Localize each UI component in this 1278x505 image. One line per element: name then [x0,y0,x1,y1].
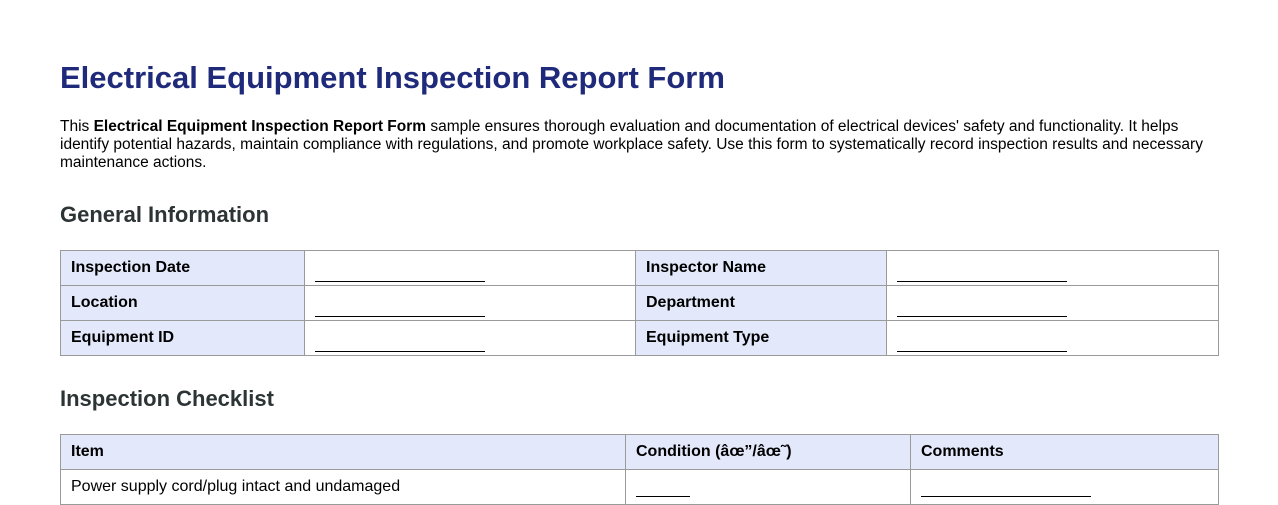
checklist-heading: Inspection Checklist [60,386,274,411]
inspection-date-field[interactable] [315,261,485,282]
inspection-date-label: Inspection Date [61,251,305,286]
location-label: Location [61,286,305,321]
general-info-table [60,250,1219,356]
table-row [61,286,1219,321]
department-field[interactable] [897,296,1067,317]
inspector-name-cell [887,251,1219,286]
column-header-condition: Condition (âœ”/âœ˜) [626,435,911,470]
equipment-id-label: Equipment ID [61,321,305,356]
inspector-name-label: Inspector Name [636,251,887,286]
checklist-table [60,434,1219,505]
column-header-item: Item [61,435,626,470]
equipment-type-label: Equipment Type [636,321,887,356]
page-title: Electrical Equipment Inspection Report Form [60,60,725,95]
table-row [61,251,1219,286]
inspector-name-field[interactable] [897,261,1067,282]
comments-cell [911,470,1219,505]
table-row [61,321,1219,356]
comments-field[interactable] [921,478,1091,497]
department-cell [887,286,1219,321]
equipment-type-field[interactable] [897,331,1067,352]
intro-bold-title: Electrical Equipment Inspection Report Form [93,118,427,135]
location-cell [305,286,636,321]
inspection-date-cell [305,251,636,286]
equipment-type-cell [887,321,1219,356]
location-field[interactable] [315,296,485,317]
condition-cell [626,470,911,505]
department-label: Department [636,286,887,321]
equipment-id-cell [305,321,636,356]
general-info-heading: General Information [60,202,270,227]
condition-field[interactable] [636,478,690,497]
intro-prefix: This [60,118,94,135]
equipment-id-field[interactable] [315,331,485,352]
intro-suffix: sample ensures thorough evaluation and documentation of electrical devices' safety and functionality. It helps identify potential hazards, maintain compliance with regulations, and promote workplace safety. Use this form to systematically record inspection results and necessary maintenance actions. [60,118,1203,171]
intro-paragraph [60,118,1225,172]
checklist-item-label: Power supply cord/plug intact and undamaged [61,470,626,505]
table-row [61,470,1219,505]
column-header-comments: Comments [911,435,1219,470]
table-header-row [61,435,1219,470]
